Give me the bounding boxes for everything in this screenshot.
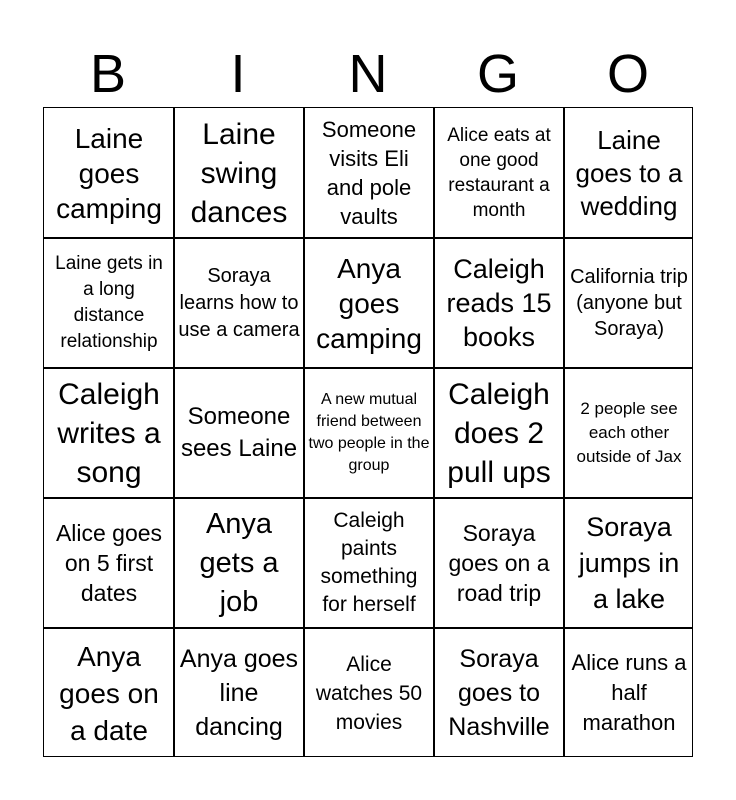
header-letter-b: B [89,44,127,104]
bingo-cell[interactable] [564,628,694,758]
cell-text: Someone visits Eli and pole vaults [321,117,417,229]
cell-text: Soraya jumps in a lake [578,512,680,614]
bingo-cell[interactable] [44,368,174,498]
bingo-cell[interactable] [174,108,304,238]
bingo-board [43,107,693,757]
bingo-cell[interactable] [304,368,434,498]
cell-text: Laine goes to a wedding [575,124,683,221]
header-letter-i: I [230,44,246,104]
bingo-cell[interactable] [304,498,434,628]
cell-text: Caleigh does 2 pull ups [447,377,551,489]
cell-text: Alice goes on 5 first dates [55,520,163,606]
bingo-cell[interactable] [434,498,564,628]
bingo-cell[interactable] [434,108,564,238]
cell-text: Someone sees Laine [180,403,298,462]
cell-text: Soraya goes to Nashville [448,645,550,741]
bingo-cell[interactable] [44,498,174,628]
bingo-cell[interactable] [564,368,694,498]
header-letter-n: N [348,44,388,104]
bingo-cell[interactable] [304,108,434,238]
bingo-cell[interactable] [174,238,304,368]
cell-text: Laine swing dances [190,117,288,229]
bingo-cell[interactable] [44,238,174,368]
cell-text: Anya goes line dancing [179,645,299,741]
bingo-cell[interactable] [304,628,434,758]
bingo-header [43,40,693,108]
cell-text: Caleigh writes a song [57,377,161,489]
cell-text: A new mutual friend between two people in the group [308,391,430,474]
cell-text: Laine goes camping [56,122,162,224]
bingo-cell[interactable] [44,628,174,758]
bingo-cell[interactable] [564,498,694,628]
bingo-cell[interactable] [174,498,304,628]
bingo-cell[interactable] [434,628,564,758]
cell-text: Alice runs a half marathon [571,650,687,735]
bingo-cell[interactable] [174,368,304,498]
cell-text: Alice watches 50 movies [315,652,423,734]
cell-text: Anya goes camping [316,252,422,354]
cell-text: Caleigh reads 15 books [446,254,552,352]
cell-text: Soraya goes on a road trip [448,520,550,606]
bingo-cell[interactable] [174,628,304,758]
bingo-cell[interactable] [564,108,694,238]
cell-text: 2 people see each other outside of Jax [576,399,682,466]
cell-text: California trip (anyone but Soraya) [570,266,688,340]
bingo-cell[interactable] [44,108,174,238]
cell-text: Soraya learns how to use a camera [178,264,300,341]
cell-text: Anya gets a job [199,507,279,618]
bingo-cell[interactable] [304,238,434,368]
cell-text: Caleigh paints something for herself [320,509,418,616]
cell-text: Alice eats at one good restaurant a month [447,125,551,221]
cell-text: Laine gets in a long distance relationship [55,253,163,352]
bingo-cell[interactable] [434,368,564,498]
header-letter-o: O [606,44,649,104]
bingo-cell[interactable] [564,238,694,368]
bingo-cell[interactable] [434,238,564,368]
header-letter-g: G [476,44,519,104]
cell-text: Anya goes on a date [59,640,159,746]
